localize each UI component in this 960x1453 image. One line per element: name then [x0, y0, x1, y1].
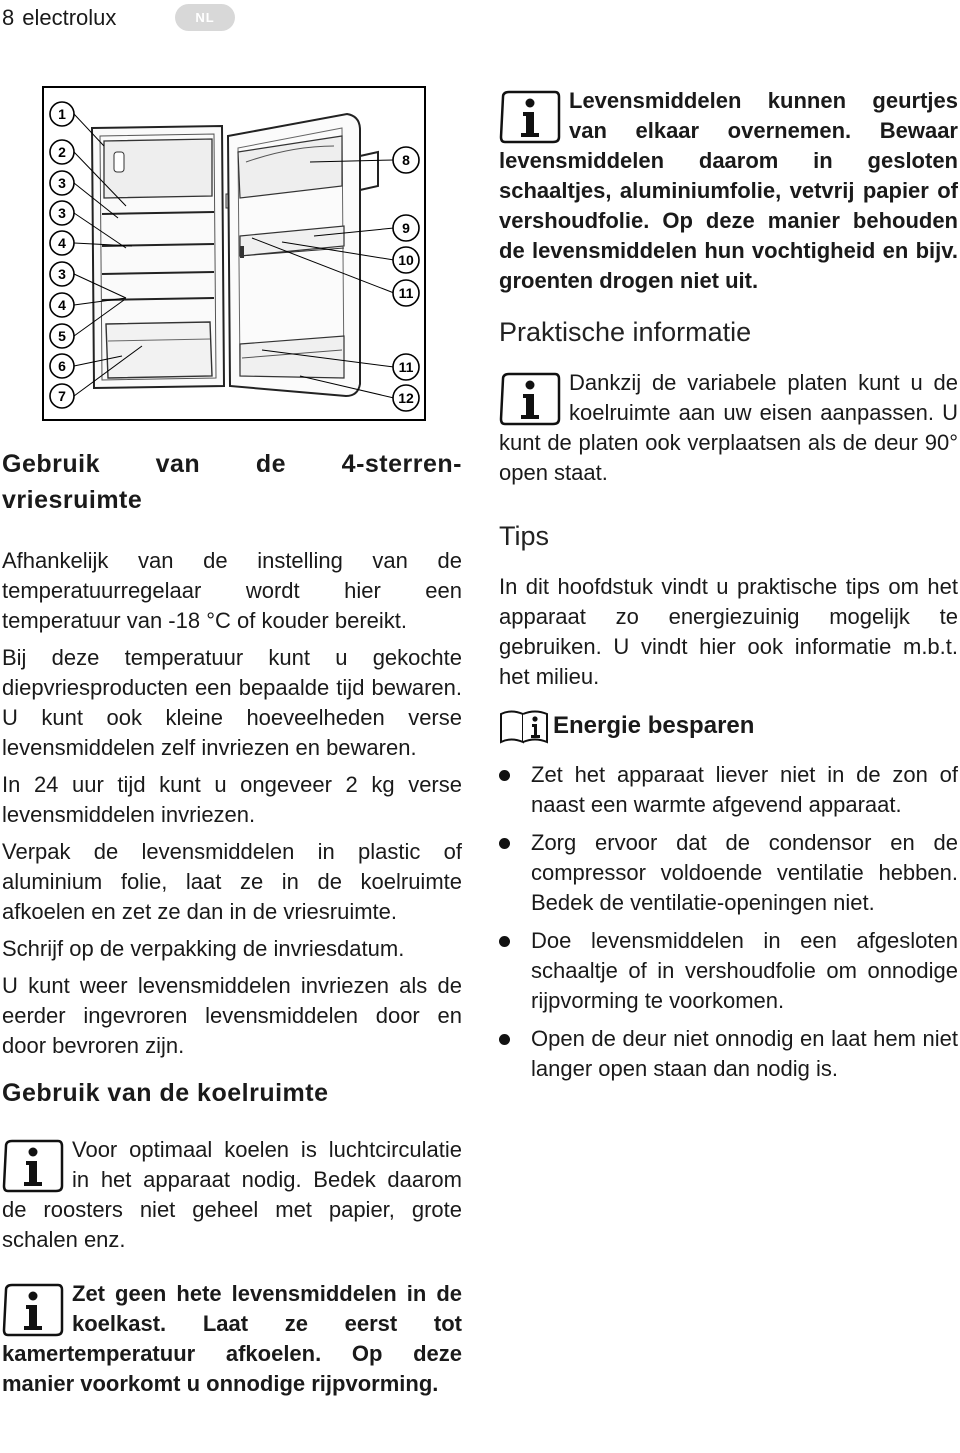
list-item: Zet het apparaat liever niet in de zon of naast een warmte afgevend apparaat.: [499, 760, 958, 820]
right-column: [499, 86, 958, 1092]
callout-label: 6: [58, 358, 66, 374]
callout-label: 8: [402, 152, 410, 168]
list-item: Zorg ervoor dat de condensor en de compressor voldoende ventilatie hebben. Bedek de ventilatie-openingen niet.: [499, 828, 958, 918]
book-info-icon: [499, 708, 551, 744]
info-note-odours: [499, 86, 958, 296]
info-icon: [2, 1282, 64, 1338]
freezer-p4: Verpak de levensmiddelen in plastic of aluminium folie, laat ze in de koelruimte afkoelen en zet ze dan in de vriesruimte.: [2, 839, 462, 924]
info-text-hot-food: Zet geen hete levensmiddelen in de koelkast. Laat ze eerst tot kamertemperatuur afkoelen. Op deze manier voorkomt u onnodige rijpvorming.: [2, 1281, 462, 1396]
bullet-dot: [499, 936, 510, 947]
callout-label: 5: [58, 328, 66, 344]
info-note-hot-food: [2, 1279, 462, 1399]
callout-label: 11: [398, 359, 414, 375]
energy-heading: Energie besparen: [553, 712, 755, 739]
freezer-p3: In 24 uur tijd kunt u ongeveer 2 kg verse levensmiddelen invriezen.: [2, 772, 462, 827]
brand-name: electrolux: [22, 5, 117, 30]
callout-label: 3: [58, 205, 66, 221]
info-note-shelves: [499, 368, 958, 488]
page-number: 8: [2, 5, 15, 30]
callout-label: 2: [58, 144, 66, 160]
info-text-odours: Levensmiddelen kunnen geurtjes van elkaar overnemen. Bewaar levensmiddelen daarom in gesloten schaaltjes, aluminiumfolie, vetvrij papier of vershoudfolie. Op deze manier behouden de levensmiddelen hun vochtigheid en bijv. groenten drogen niet uit.: [499, 88, 958, 293]
callout-label: 7: [58, 388, 66, 404]
language-badge: NL: [175, 4, 235, 31]
info-icon: [499, 89, 561, 145]
callout-label: 12: [398, 390, 414, 406]
fridge-illustration: [42, 86, 426, 421]
freezer-p5: Schrijf op de verpakking de invriesdatum.: [2, 936, 405, 961]
freezer-heading: [2, 446, 462, 518]
bullet-dot: [499, 770, 510, 781]
energy-heading-row: [499, 706, 958, 746]
freezer-heading-line2: vriesruimte: [2, 486, 143, 514]
energy-tips-list: [499, 760, 958, 1084]
tips-heading: Tips: [499, 521, 550, 551]
practical-heading: Praktische informatie: [499, 317, 752, 347]
callout-label: 1: [58, 106, 66, 122]
callout-label: 9: [402, 220, 410, 236]
bullet-dot: [499, 838, 510, 849]
fridge-heading: Gebruik van de koelruimte: [2, 1079, 329, 1107]
left-column: [2, 446, 462, 1399]
bullet-dot: [499, 1034, 510, 1045]
callout-label: 4: [58, 235, 66, 251]
info-text-air-circulation: Voor optimaal koelen is luchtcirculatie in het apparaat nodig. Bedek daarom de roosters niet geheel met papier, grote schalen enz.: [2, 1137, 462, 1252]
page-header: [2, 3, 116, 33]
list-item: Open de deur niet onnodig en laat hem niet langer open staan dan nodig is.: [499, 1024, 958, 1084]
callout-label: 3: [58, 175, 66, 191]
callout-label: 11: [398, 285, 414, 301]
info-note-air-circulation: [2, 1135, 462, 1255]
tips-intro: In dit hoofdstuk vindt u praktische tips om het apparaat zo energiezuinig mogelijk te gebruiken. U vindt hier ook informatie m.b.t. het milieu.: [499, 574, 958, 689]
fridge-diagram: [42, 86, 426, 421]
callout-label: 3: [58, 266, 66, 282]
freezer-p2: Bij deze temperatuur kunt u gekochte diepvriesproducten een bepaalde tijd bewaren. U kunt ook kleine hoeveelheden verse levensmiddelen zelf invriezen en bewaren.: [2, 645, 462, 760]
callout-label: 10: [398, 252, 414, 268]
info-text-shelves: Dankzij de variabele platen kunt u de koelruimte aan uw eisen aanpassen. U kunt de platen ook verplaatsen als de deur 90° open staat.: [499, 370, 958, 485]
freezer-p1: Afhankelijk van de instelling van de temperatuurregelaar wordt hier een temperatuur van -18 °C of kouder bereikt.: [2, 548, 462, 633]
callout-label: 4: [58, 297, 66, 313]
info-icon: [499, 371, 561, 427]
info-icon: [2, 1138, 64, 1194]
freezer-p6: U kunt weer levensmiddelen invriezen als de eerder ingevroren levensmiddelen door en door bevroren zijn.: [2, 973, 462, 1058]
freezer-heading-line1: Gebruik van de 4-sterren-: [2, 450, 462, 478]
list-item: Doe levensmiddelen in een afgesloten schaaltje of in vershoudfolie om onnodige rijpvorming te voorkomen.: [499, 926, 958, 1016]
